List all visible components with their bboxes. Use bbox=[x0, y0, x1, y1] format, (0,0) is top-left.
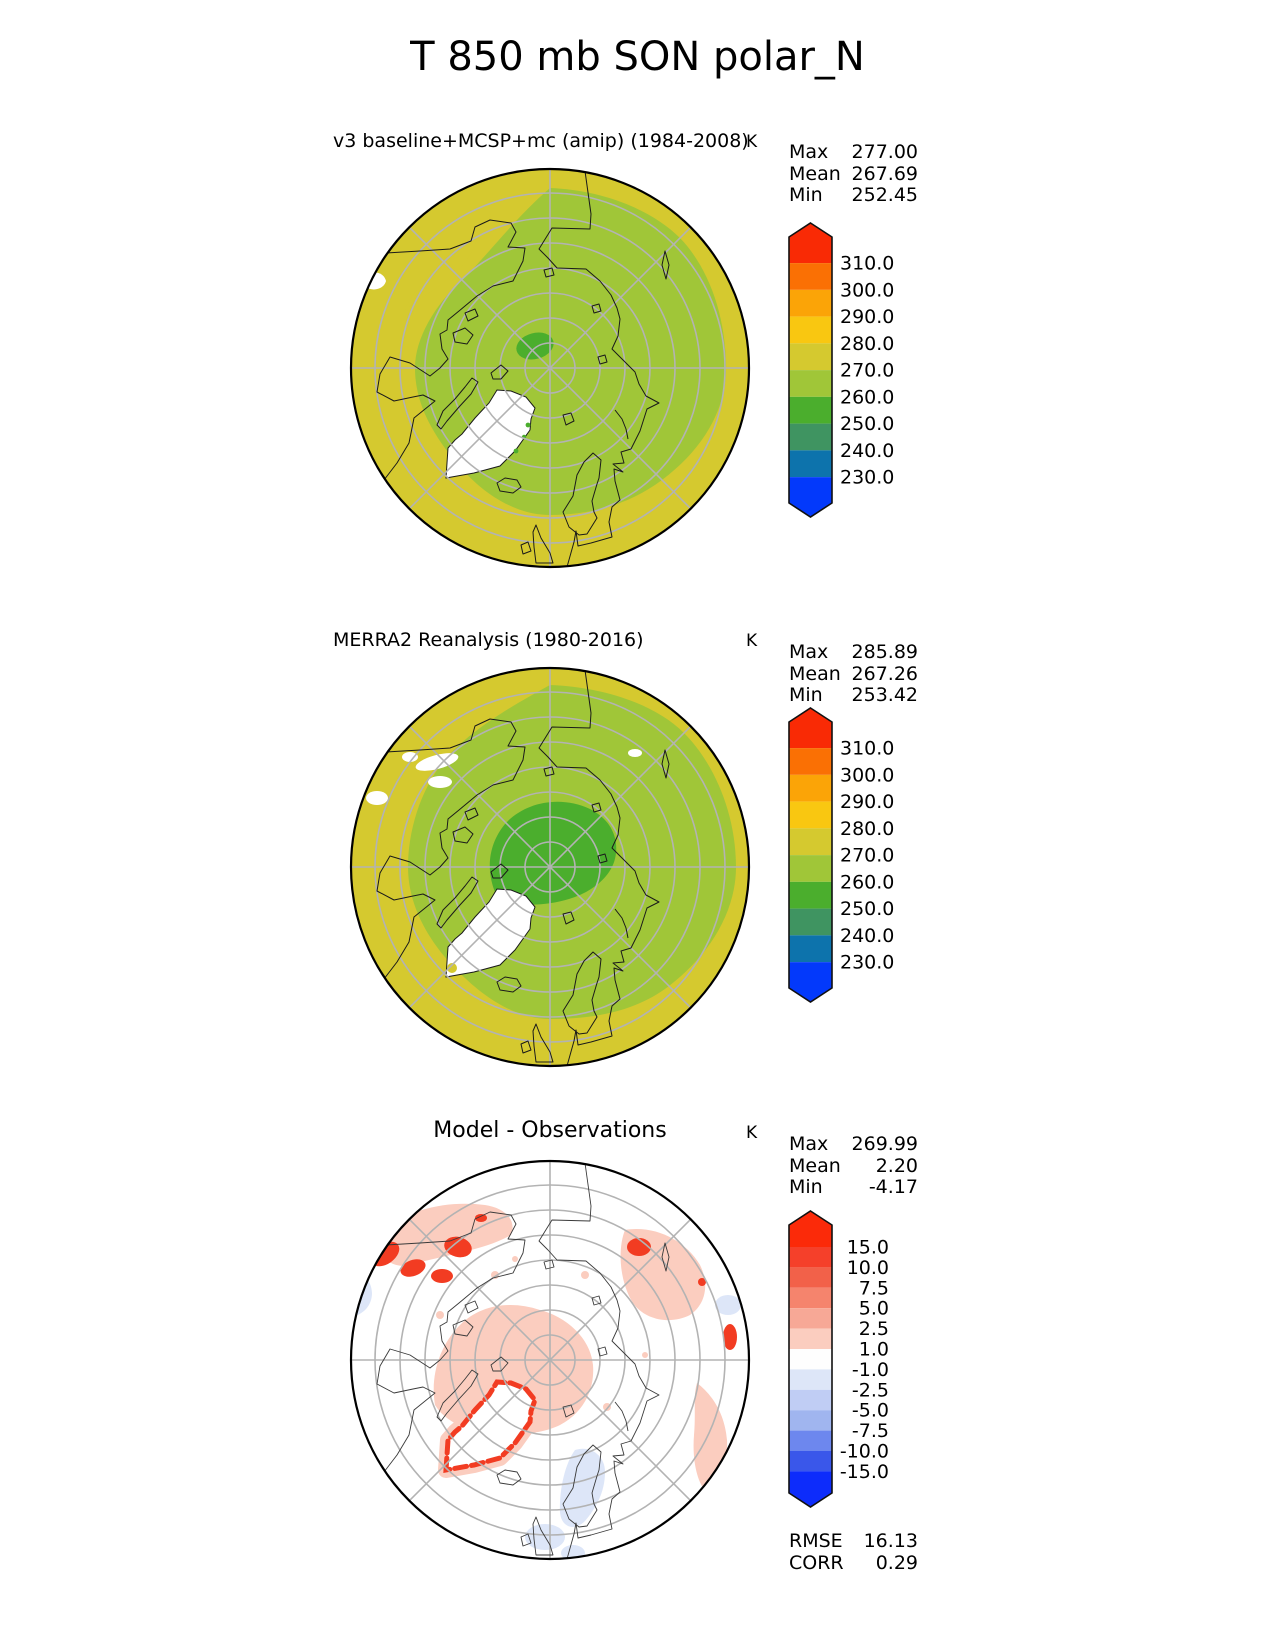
model-map bbox=[345, 163, 755, 573]
difference-colorbar bbox=[787, 1209, 902, 1511]
colorbar-tick-label: 7.5 bbox=[858, 1277, 889, 1300]
model-colorbar bbox=[787, 221, 902, 521]
colorbar-tick-label: -2.5 bbox=[851, 1379, 889, 1402]
stat-value: 267.26 bbox=[851, 662, 918, 685]
colorbar-tick-label: 310.0 bbox=[840, 252, 895, 275]
stat-value: 277.00 bbox=[851, 141, 918, 163]
colorbar-tick-label: 240.0 bbox=[840, 924, 895, 947]
colorbar-band bbox=[789, 1369, 832, 1389]
colorbar-tick-label: 250.0 bbox=[840, 413, 895, 436]
panel2-title: MERRA2 Reanalysis (1980-2016) bbox=[333, 629, 644, 651]
stat-label: Mean bbox=[789, 1154, 841, 1177]
colorbar-tick-label: 250.0 bbox=[840, 898, 895, 921]
panel1-unit-label: K bbox=[746, 132, 758, 152]
difference-map bbox=[345, 1155, 755, 1565]
colorbar-tick-label: 280.0 bbox=[840, 817, 895, 840]
panel2-stats bbox=[789, 642, 918, 707]
metric-row-corr bbox=[789, 1553, 918, 1575]
colorbar-band bbox=[789, 775, 832, 802]
stat-row-mean bbox=[789, 664, 918, 686]
colorbar-band bbox=[789, 263, 832, 290]
metric-value: 0.29 bbox=[875, 1551, 918, 1574]
stat-label: Mean bbox=[789, 662, 841, 685]
colorbar-tick-label: 230.0 bbox=[840, 466, 895, 489]
colorbar-tick-label: 300.0 bbox=[840, 764, 895, 787]
stat-value: -4.17 bbox=[868, 1176, 918, 1198]
colorbar-band bbox=[789, 397, 832, 424]
reference-map bbox=[345, 662, 755, 1072]
colorbar-tick-label: 15.0 bbox=[846, 1236, 889, 1259]
colorbar-band bbox=[789, 370, 832, 397]
colorbar-band bbox=[789, 1267, 832, 1287]
colorbar-band bbox=[789, 909, 832, 936]
panel3-title: Model - Observations bbox=[433, 1118, 667, 1143]
colorbar-band bbox=[789, 1288, 832, 1308]
stat-value: 269.99 bbox=[851, 1133, 918, 1155]
stat-row-mean bbox=[789, 164, 918, 186]
stat-row-max bbox=[789, 642, 918, 664]
colorbar-arrow-bottom bbox=[789, 1471, 832, 1507]
colorbar-band bbox=[789, 343, 832, 370]
colorbar-band bbox=[789, 935, 832, 962]
stat-value: 285.89 bbox=[851, 641, 918, 663]
colorbar-tick-label: 280.0 bbox=[840, 332, 895, 355]
colorbar-tick-label: -15.0 bbox=[839, 1460, 889, 1483]
colorbar-arrow-top bbox=[789, 1211, 832, 1247]
colorbar-tick-label: 300.0 bbox=[840, 279, 895, 302]
colorbar-tick-label: 290.0 bbox=[840, 791, 895, 814]
panel3-unit-label: K bbox=[746, 1123, 758, 1143]
stat-label: Max bbox=[789, 1133, 829, 1155]
colorbar-tick-label: 1.0 bbox=[858, 1338, 889, 1361]
metric-row-rmse bbox=[789, 1531, 918, 1553]
stat-value: 253.42 bbox=[851, 684, 918, 706]
colorbar-band bbox=[789, 1410, 832, 1430]
metric-label: CORR bbox=[789, 1551, 844, 1574]
colorbar-band bbox=[789, 855, 832, 882]
stat-value: 267.69 bbox=[851, 162, 918, 185]
colorbar-band bbox=[789, 828, 832, 855]
stat-value: 252.45 bbox=[851, 184, 918, 206]
colorbar-arrow-bottom bbox=[789, 477, 832, 517]
colorbar-band bbox=[789, 317, 832, 344]
stat-row-max bbox=[789, 142, 918, 164]
colorbar-arrow-top bbox=[789, 708, 832, 748]
colorbar-band bbox=[789, 1451, 832, 1471]
stat-label: Mean bbox=[789, 162, 841, 185]
colorbar-band bbox=[789, 1308, 832, 1328]
colorbar-arrow-bottom bbox=[789, 962, 832, 1002]
metric-label: RMSE bbox=[789, 1530, 843, 1552]
colorbar-band bbox=[789, 882, 832, 909]
stat-label: Min bbox=[789, 1176, 823, 1198]
colorbar-tick-label: 270.0 bbox=[840, 359, 895, 382]
colorbar-tick-label: 2.5 bbox=[858, 1318, 889, 1341]
colorbar-tick-label: 270.0 bbox=[840, 844, 895, 867]
stat-row-mean bbox=[789, 1156, 918, 1178]
colorbar-tick-label: -10.0 bbox=[839, 1440, 889, 1463]
colorbar-tick-label: 5.0 bbox=[858, 1297, 889, 1320]
panel1-stats bbox=[789, 142, 918, 207]
colorbar-arrow-top bbox=[789, 223, 832, 263]
colorbar-tick-label: -5.0 bbox=[851, 1399, 889, 1422]
colorbar-tick-label: 240.0 bbox=[840, 439, 895, 462]
stat-label: Min bbox=[789, 684, 823, 706]
panel1-title: v3 baseline+MCSP+mc (amip) (1984-2008) bbox=[333, 130, 749, 152]
page-title: T 850 mb SON polar_N bbox=[410, 34, 865, 80]
colorbar-band bbox=[789, 1349, 832, 1369]
colorbar-band bbox=[789, 1329, 832, 1349]
panel3-metrics bbox=[789, 1531, 918, 1574]
colorbar-tick-label: 230.0 bbox=[840, 951, 895, 974]
colorbar-band bbox=[789, 290, 832, 317]
stat-label: Max bbox=[789, 641, 829, 663]
reference-colorbar bbox=[787, 706, 902, 1006]
colorbar-tick-label: 260.0 bbox=[840, 871, 895, 894]
stat-row-min bbox=[789, 185, 918, 207]
colorbar-band bbox=[789, 1247, 832, 1267]
stat-label: Max bbox=[789, 141, 829, 163]
stat-label: Min bbox=[789, 184, 823, 206]
colorbar-tick-label: -1.0 bbox=[851, 1358, 889, 1381]
colorbar-tick-label: 290.0 bbox=[840, 306, 895, 329]
colorbar-tick-label: 10.0 bbox=[846, 1256, 889, 1279]
panel3-stats bbox=[789, 1134, 918, 1199]
panel2-unit-label: K bbox=[746, 631, 758, 651]
colorbar-band bbox=[789, 424, 832, 451]
colorbar-band bbox=[789, 748, 832, 775]
colorbar-tick-label: 260.0 bbox=[840, 386, 895, 409]
colorbar-band bbox=[789, 802, 832, 829]
stat-row-min bbox=[789, 1177, 918, 1199]
stat-row-min bbox=[789, 685, 918, 707]
stat-row-max bbox=[789, 1134, 918, 1156]
colorbar-band bbox=[789, 1431, 832, 1451]
metric-value: 16.13 bbox=[863, 1530, 918, 1552]
colorbar-band bbox=[789, 1390, 832, 1410]
colorbar-tick-label: 310.0 bbox=[840, 737, 895, 760]
colorbar-band bbox=[789, 450, 832, 477]
stat-value: 2.20 bbox=[875, 1154, 918, 1177]
colorbar-tick-label: -7.5 bbox=[851, 1420, 889, 1443]
